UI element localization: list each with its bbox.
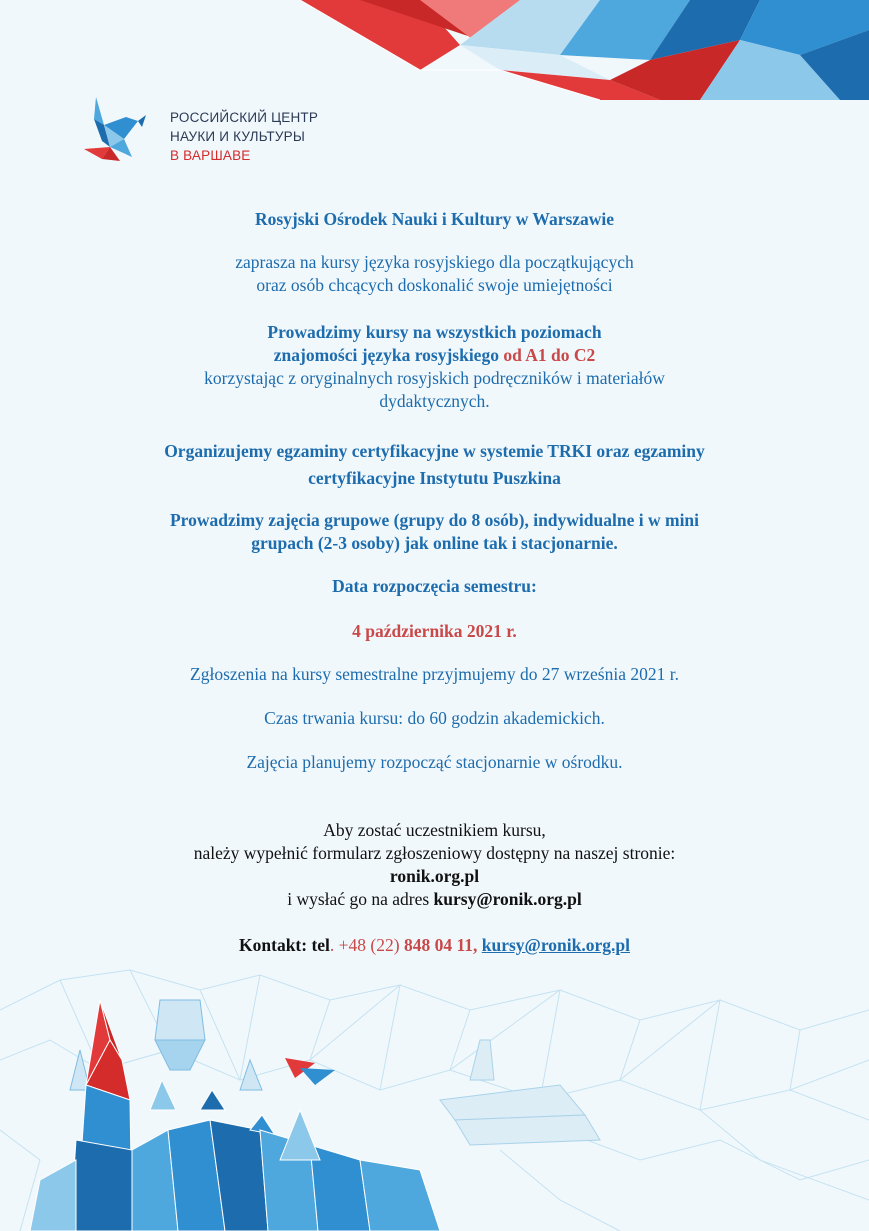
deadline-text: Zgłoszenia na kursy semestralne przyjmujemy do 27 września 2021 r. [190,664,679,684]
start-date: 4 października 2021 r. [352,621,517,641]
contact-label: Kontakt: tel [239,935,330,955]
levels-text [100,321,769,413]
phone-prefix: +48 (22) [338,935,404,955]
levels-line-2-prefix: znajomości języka rosyjskiego [273,345,504,365]
apply-line-1: Aby zostać uczestnikiem kursu, [323,820,546,840]
contact-line [100,934,769,957]
mode-text: Zajęcia planujemy rozpocząć stacjonarnie w ośrodku. [246,752,623,772]
start-label: Data rozpoczęcia semestru: [332,576,537,596]
invite-line-1: zaprasza na kursy języka rosyjskiego dla początkujących [235,252,634,272]
apply-line-2: należy wypełnić formularz zgłoszeniowy dostępny na naszej stronie: [193,843,676,863]
dove-icon [80,95,160,165]
heading: Rosyjski Ośrodek Nauki i Kultury w Warszawie [254,209,615,229]
apply-line-4-prefix: i wysłać go na adres [287,889,434,909]
apply-text [100,819,769,911]
contact-email-link[interactable]: kursy@ronik.org.pl [481,935,630,955]
duration-text: Czas trwania kursu: do 60 godzin akademickich. [264,708,605,728]
phone-number[interactable]: 848 04 11 [403,935,473,955]
groups-line-1: Prowadzimy zajęcia grupowe (grupy do 8 osób), indywidualne i w mini [169,510,700,530]
top-decoration [0,0,869,110]
levels-line-3: korzystając z oryginalnych rosyjskich podręczników i materiałów [204,368,665,388]
groups-text [100,509,769,555]
exams-line-1: Organizujemy egzaminy certyfikacyjne w systemie TRKI oraz egzaminy [164,441,705,461]
invite-line-2: oraz osób chcących doskonalić swoje umiejętności [256,275,613,295]
exams-text [100,438,769,492]
groups-line-2: grupach (2-3 osoby) jak online tak i stacjonarnie. [251,533,618,553]
levels-highlight: od A1 do C2 [503,345,596,365]
logo-line-1: РОССИЙСКИЙ ЦЕНТР [170,110,319,125]
levels-line-4: dydaktycznych. [379,391,490,411]
exams-line-2: certyfikacyjne Instytutu Puszkina [308,468,561,488]
website-link[interactable]: ronik.org.pl [389,866,480,886]
invite-text [100,251,769,297]
contact-comma: , [473,935,482,955]
logo-line-3: В ВАРШАВЕ [170,148,251,163]
levels-line-1: Prowadzimy kursy na wszystkich poziomach [267,322,602,342]
contact-dot: . [329,935,339,955]
logo-line-2: НАУКИ И КУЛЬТУРЫ [170,129,305,144]
logo [80,95,340,170]
apply-email[interactable]: kursy@ronik.org.pl [433,889,582,909]
